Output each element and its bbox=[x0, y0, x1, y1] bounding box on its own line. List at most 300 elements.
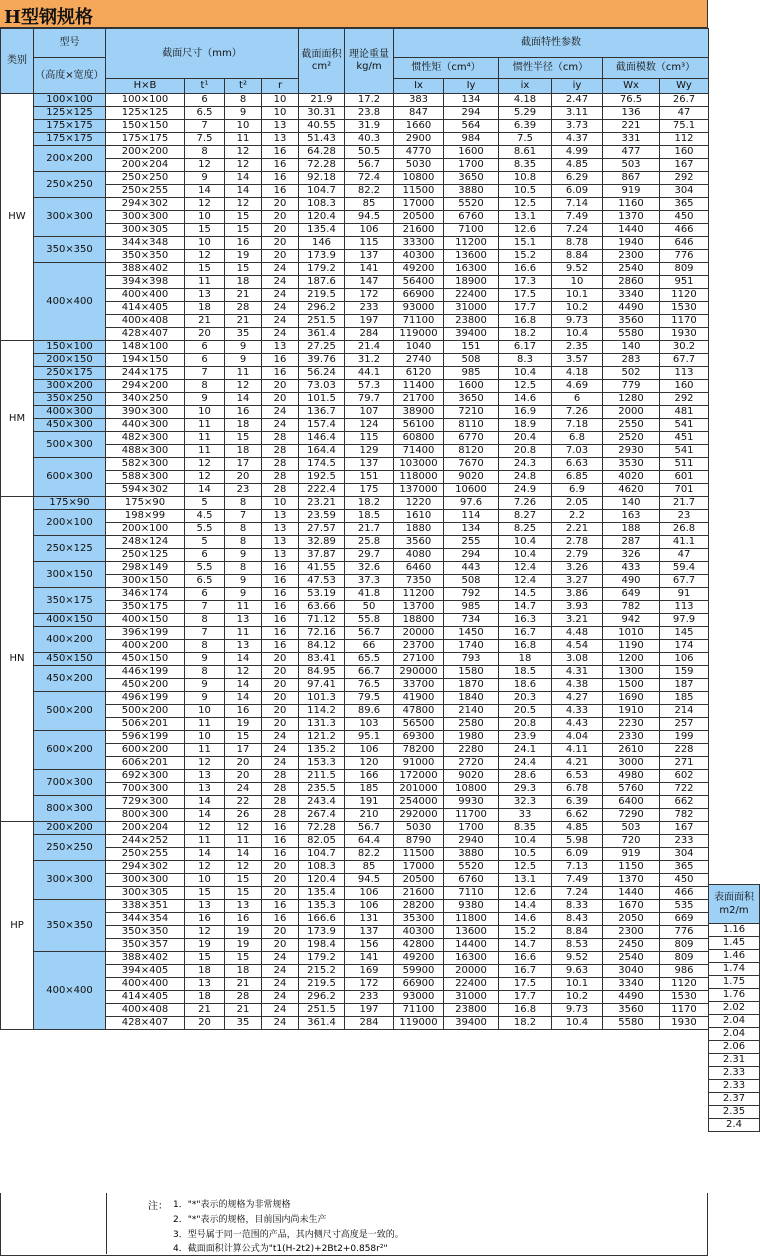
cell-iy: 5.98 bbox=[552, 835, 603, 848]
table-row bbox=[1, 614, 709, 627]
cell-ix: 29.3 bbox=[499, 783, 552, 796]
cell-weight: 210 bbox=[345, 809, 394, 822]
table-row bbox=[1, 562, 709, 575]
model-cell: 175×90 bbox=[34, 497, 106, 510]
cell-wy: 669 bbox=[660, 913, 709, 926]
cell-ix: 20.3 bbox=[499, 692, 552, 705]
header-wx: Wx bbox=[603, 79, 660, 94]
cell-area: 27.57 bbox=[299, 523, 345, 536]
table-row bbox=[1, 783, 709, 796]
cell-t1: 11 bbox=[185, 419, 225, 432]
cell-wy: 646 bbox=[660, 237, 709, 250]
table-row bbox=[1, 796, 709, 809]
cell-t1: 13 bbox=[185, 783, 225, 796]
cell-area: 72.28 bbox=[299, 159, 345, 172]
cell-hxb: 582×300 bbox=[106, 458, 185, 471]
cell-hxb: 428×407 bbox=[106, 328, 185, 341]
cell-t2: 14 bbox=[225, 393, 262, 406]
cell-area: 104.7 bbox=[299, 185, 345, 198]
cell-wx: 5760 bbox=[603, 783, 660, 796]
cell-t1: 6 bbox=[185, 588, 225, 601]
cell-r: 28 bbox=[262, 809, 299, 822]
cell-t1: 12 bbox=[185, 822, 225, 835]
cell-ix: 18.2 bbox=[499, 328, 552, 341]
cell-ix-big: 56500 bbox=[394, 718, 444, 731]
cell-area: 192.5 bbox=[299, 471, 345, 484]
cell-wy: 271 bbox=[660, 757, 709, 770]
cell-ix-big: 66900 bbox=[394, 289, 444, 302]
cell-ix-big: 21700 bbox=[394, 393, 444, 406]
model-cell: 200×200 bbox=[34, 822, 106, 835]
cell-hxb: 150×150 bbox=[106, 120, 185, 133]
cell-ix: 8.27 bbox=[499, 510, 552, 523]
cell-r: 24 bbox=[262, 276, 299, 289]
cell-t2: 18 bbox=[225, 965, 262, 978]
header-iy-big: Iy bbox=[444, 79, 499, 94]
note-item: 3．型号属于同一范围的产品，其内侧尺寸高度是一致的。 bbox=[173, 1230, 404, 1240]
cell-weight: 156 bbox=[345, 939, 394, 952]
cell-iy-big: 20000 bbox=[444, 965, 499, 978]
cell-hxb: 496×199 bbox=[106, 692, 185, 705]
cell-ix: 20.8 bbox=[499, 718, 552, 731]
cell-iy-big: 734 bbox=[444, 614, 499, 627]
cell-ix-big: 1610 bbox=[394, 510, 444, 523]
cell-ix-big: 17000 bbox=[394, 198, 444, 211]
cell-wx: 1300 bbox=[603, 666, 660, 679]
cell-hxb: 394×405 bbox=[106, 965, 185, 978]
cell-iy-big: 18900 bbox=[444, 276, 499, 289]
cell-hxb: 200×100 bbox=[106, 523, 185, 536]
cell-t2: 12 bbox=[225, 380, 262, 393]
cell-wx: 2230 bbox=[603, 718, 660, 731]
cell-wy: 47 bbox=[660, 549, 709, 562]
cell-iy: 7.49 bbox=[552, 874, 603, 887]
cell-iy-big: 7110 bbox=[444, 887, 499, 900]
cell-wx: 649 bbox=[603, 588, 660, 601]
cell-hxb: 300×305 bbox=[106, 887, 185, 900]
cell-iy: 8.84 bbox=[552, 926, 603, 939]
cell-r: 13 bbox=[262, 133, 299, 146]
cell-r: 16 bbox=[262, 367, 299, 380]
surface-area-cell: 2.06 bbox=[709, 1041, 760, 1054]
cell-wx: 919 bbox=[603, 185, 660, 198]
cell-iy-big: 1740 bbox=[444, 640, 499, 653]
cell-area: 121.2 bbox=[299, 731, 345, 744]
cell-ix-big: 5030 bbox=[394, 159, 444, 172]
cell-wy: 174 bbox=[660, 640, 709, 653]
cell-wy: 91 bbox=[660, 588, 709, 601]
cell-wy: 986 bbox=[660, 965, 709, 978]
cell-wy: 1930 bbox=[660, 1017, 709, 1030]
cell-t2: 7 bbox=[225, 510, 262, 523]
cell-wx: 1690 bbox=[603, 692, 660, 705]
cell-r: 16 bbox=[262, 900, 299, 913]
note-item: 4．截面面积计算公式为"t1(H-2t2)+2Bt2+0.858r²" bbox=[173, 1244, 388, 1254]
header-modulus: 截面模数（cm³） bbox=[603, 58, 709, 79]
table-row bbox=[1, 1004, 709, 1017]
cell-t1: 12 bbox=[185, 926, 225, 939]
cell-wy: 1170 bbox=[660, 1004, 709, 1017]
cell-weight: 72.4 bbox=[345, 172, 394, 185]
cell-iy: 2.79 bbox=[552, 549, 603, 562]
table-row bbox=[1, 835, 709, 848]
cell-ix-big: 33700 bbox=[394, 679, 444, 692]
cell-weight: 66.7 bbox=[345, 666, 394, 679]
cell-t1: 12 bbox=[185, 861, 225, 874]
cell-hxb: 294×302 bbox=[106, 198, 185, 211]
cell-ix: 24.8 bbox=[499, 471, 552, 484]
cell-t1: 14 bbox=[185, 796, 225, 809]
cell-t1: 18 bbox=[185, 302, 225, 315]
cell-weight: 56.7 bbox=[345, 159, 394, 172]
cell-wy: 67.7 bbox=[660, 575, 709, 588]
cell-ix: 24.3 bbox=[499, 458, 552, 471]
cell-hxb: 125×125 bbox=[106, 107, 185, 120]
table-row bbox=[1, 497, 709, 510]
cell-weight: 41.8 bbox=[345, 588, 394, 601]
cell-iy-big: 14400 bbox=[444, 939, 499, 952]
cell-wx: 5580 bbox=[603, 328, 660, 341]
cell-iy: 10.2 bbox=[552, 991, 603, 1004]
cell-hxb: 606×201 bbox=[106, 757, 185, 770]
cell-ix: 13.1 bbox=[499, 874, 552, 887]
cell-wx: 3340 bbox=[603, 289, 660, 302]
cell-wy: 1930 bbox=[660, 328, 709, 341]
surface-area-cell: 1.75 bbox=[709, 976, 760, 989]
cell-t1: 6.5 bbox=[185, 107, 225, 120]
cell-r: 28 bbox=[262, 432, 299, 445]
cell-weight: 175 bbox=[345, 484, 394, 497]
cell-iy-big: 22400 bbox=[444, 978, 499, 991]
cell-ix: 10.4 bbox=[499, 367, 552, 380]
cell-hxb: 388×402 bbox=[106, 263, 185, 276]
cell-area: 120.4 bbox=[299, 211, 345, 224]
cell-iy-big: 984 bbox=[444, 133, 499, 146]
table-row bbox=[1, 913, 709, 926]
cell-wx: 1200 bbox=[603, 653, 660, 666]
cell-weight: 137 bbox=[345, 458, 394, 471]
cell-t1: 21 bbox=[185, 1004, 225, 1017]
model-cell: 500×300 bbox=[34, 432, 106, 458]
cell-ix-big: 2900 bbox=[394, 133, 444, 146]
cell-area: 222.4 bbox=[299, 484, 345, 497]
cell-weight: 40.3 bbox=[345, 133, 394, 146]
cell-wx: 140 bbox=[603, 497, 660, 510]
cell-hxb: 250×250 bbox=[106, 172, 185, 185]
cell-iy-big: 114 bbox=[444, 510, 499, 523]
cell-r: 16 bbox=[262, 185, 299, 198]
table-row bbox=[1, 406, 709, 419]
cell-weight: 147 bbox=[345, 276, 394, 289]
cell-r: 13 bbox=[262, 523, 299, 536]
cell-wy: 113 bbox=[660, 601, 709, 614]
cell-wy: 292 bbox=[660, 393, 709, 406]
cell-weight: 106 bbox=[345, 224, 394, 237]
cell-wx: 1500 bbox=[603, 679, 660, 692]
cell-t1: 6.5 bbox=[185, 575, 225, 588]
cell-area: 51.43 bbox=[299, 133, 345, 146]
header-wy: Wy bbox=[660, 79, 709, 94]
cell-t2: 12 bbox=[225, 861, 262, 874]
cell-weight: 56.7 bbox=[345, 627, 394, 640]
surface-area-cell: 1.16 bbox=[709, 924, 760, 937]
cell-t2: 19 bbox=[225, 718, 262, 731]
cell-ix: 17.3 bbox=[499, 276, 552, 289]
cell-r: 24 bbox=[262, 419, 299, 432]
cell-wy: 106 bbox=[660, 653, 709, 666]
cell-r: 16 bbox=[262, 146, 299, 159]
cell-weight: 141 bbox=[345, 952, 394, 965]
cell-ix-big: 91000 bbox=[394, 757, 444, 770]
cell-t2: 8 bbox=[225, 523, 262, 536]
cell-ix: 16.7 bbox=[499, 965, 552, 978]
cell-ix: 14.7 bbox=[499, 939, 552, 952]
cell-ix-big: 59900 bbox=[394, 965, 444, 978]
model-cell: 600×300 bbox=[34, 458, 106, 497]
cell-t1: 6 bbox=[185, 341, 225, 354]
cell-wx: 3000 bbox=[603, 757, 660, 770]
cell-wy: 602 bbox=[660, 770, 709, 783]
cell-t1: 7.5 bbox=[185, 133, 225, 146]
cell-r: 10 bbox=[262, 497, 299, 510]
cell-iy: 8.33 bbox=[552, 900, 603, 913]
cell-t1: 12 bbox=[185, 159, 225, 172]
cell-r: 20 bbox=[262, 653, 299, 666]
cell-area: 179.2 bbox=[299, 263, 345, 276]
cell-wy: 21.7 bbox=[660, 497, 709, 510]
cell-wx: 1010 bbox=[603, 627, 660, 640]
cell-wx: 7290 bbox=[603, 809, 660, 822]
cell-ix-big: 49200 bbox=[394, 263, 444, 276]
cell-iy-big: 255 bbox=[444, 536, 499, 549]
cell-iy-big: 16300 bbox=[444, 952, 499, 965]
cell-r: 20 bbox=[262, 692, 299, 705]
table-row bbox=[1, 276, 709, 289]
cell-ix: 16.9 bbox=[499, 406, 552, 419]
cell-t1: 7 bbox=[185, 367, 225, 380]
cell-area: 23.59 bbox=[299, 510, 345, 523]
cell-area: 135.4 bbox=[299, 224, 345, 237]
cell-t1: 14 bbox=[185, 809, 225, 822]
note-item: 2．"*"表示的规格，目前国内尚未生产 bbox=[173, 1215, 327, 1225]
cell-hxb: 400×408 bbox=[106, 315, 185, 328]
cell-hxb: 506×201 bbox=[106, 718, 185, 731]
cell-iy-big: 6770 bbox=[444, 432, 499, 445]
cell-weight: 115 bbox=[345, 432, 394, 445]
cell-r: 28 bbox=[262, 796, 299, 809]
cell-ix: 16.8 bbox=[499, 315, 552, 328]
cell-weight: 197 bbox=[345, 315, 394, 328]
surface-area-cell: 2.4 bbox=[709, 1119, 760, 1132]
cell-area: 108.3 bbox=[299, 861, 345, 874]
cell-hxb: 400×150 bbox=[106, 614, 185, 627]
cell-area: 27.25 bbox=[299, 341, 345, 354]
cell-iy-big: 8110 bbox=[444, 419, 499, 432]
cell-ix-big: 1660 bbox=[394, 120, 444, 133]
cell-weight: 79.5 bbox=[345, 692, 394, 705]
category-cell: HM bbox=[1, 341, 34, 497]
cell-iy-big: 1980 bbox=[444, 731, 499, 744]
cell-wx: 2540 bbox=[603, 952, 660, 965]
cell-t1: 10 bbox=[185, 211, 225, 224]
cell-weight: 21.7 bbox=[345, 523, 394, 536]
table-row bbox=[1, 679, 709, 692]
cell-area: 211.5 bbox=[299, 770, 345, 783]
cell-r: 24 bbox=[262, 328, 299, 341]
cell-t1: 10 bbox=[185, 406, 225, 419]
surface-area-cell: 2.31 bbox=[709, 1054, 760, 1067]
cell-hxb: 400×200 bbox=[106, 640, 185, 653]
cell-ix-big: 4770 bbox=[394, 146, 444, 159]
cell-ix: 10.8 bbox=[499, 172, 552, 185]
cell-t2: 11 bbox=[225, 601, 262, 614]
cell-r: 20 bbox=[262, 393, 299, 406]
cell-wy: 662 bbox=[660, 796, 709, 809]
cell-ix-big: 17000 bbox=[394, 861, 444, 874]
cell-weight: 151 bbox=[345, 471, 394, 484]
cell-t1: 7 bbox=[185, 120, 225, 133]
cell-hxb: 450×200 bbox=[106, 679, 185, 692]
cell-weight: 106 bbox=[345, 887, 394, 900]
cell-wx: 1150 bbox=[603, 861, 660, 874]
cell-area: 84.95 bbox=[299, 666, 345, 679]
surface-area-cell: 1.76 bbox=[709, 989, 760, 1002]
table-row bbox=[1, 523, 709, 536]
table-row bbox=[1, 705, 709, 718]
cell-ix: 16.7 bbox=[499, 627, 552, 640]
cell-r: 16 bbox=[262, 172, 299, 185]
table-row bbox=[1, 718, 709, 731]
cell-iy-big: 1580 bbox=[444, 666, 499, 679]
cell-ix: 14.6 bbox=[499, 393, 552, 406]
table-row bbox=[1, 861, 709, 874]
cell-wx: 1940 bbox=[603, 237, 660, 250]
cell-wy: 776 bbox=[660, 250, 709, 263]
cell-ix: 12.6 bbox=[499, 887, 552, 900]
cell-iy: 6.29 bbox=[552, 172, 603, 185]
header-inertia: 惯性矩（cm⁴） bbox=[394, 58, 499, 79]
cell-t2: 13 bbox=[225, 900, 262, 913]
cell-wx: 4020 bbox=[603, 471, 660, 484]
model-cell: 300×300 bbox=[34, 861, 106, 900]
cell-t1: 19 bbox=[185, 939, 225, 952]
cell-area: 40.55 bbox=[299, 120, 345, 133]
cell-t2: 12 bbox=[225, 159, 262, 172]
cell-t1: 15 bbox=[185, 952, 225, 965]
cell-weight: 106 bbox=[345, 900, 394, 913]
cell-iy-big: 9380 bbox=[444, 900, 499, 913]
surface-area-cell: 2.04 bbox=[709, 1015, 760, 1028]
cell-ix: 17.5 bbox=[499, 978, 552, 991]
cell-iy-big: 134 bbox=[444, 94, 499, 107]
cell-t1: 11 bbox=[185, 744, 225, 757]
cell-weight: 172 bbox=[345, 978, 394, 991]
header-model: 型号 bbox=[34, 29, 106, 58]
cell-t1: 9 bbox=[185, 172, 225, 185]
cell-wx: 331 bbox=[603, 133, 660, 146]
cell-t1: 14 bbox=[185, 848, 225, 861]
cell-weight: 115 bbox=[345, 237, 394, 250]
cell-wy: 365 bbox=[660, 861, 709, 874]
cell-ix-big: 11500 bbox=[394, 848, 444, 861]
cell-iy-big: 793 bbox=[444, 653, 499, 666]
table-row bbox=[1, 302, 709, 315]
cell-iy-big: 294 bbox=[444, 549, 499, 562]
cell-area: 104.7 bbox=[299, 848, 345, 861]
cell-weight: 185 bbox=[345, 783, 394, 796]
cell-wx: 2540 bbox=[603, 263, 660, 276]
model-cell: 350×350 bbox=[34, 900, 106, 952]
cell-ix: 16.3 bbox=[499, 614, 552, 627]
cell-iy-big: 23800 bbox=[444, 315, 499, 328]
cell-r: 20 bbox=[262, 861, 299, 874]
model-cell: 200×100 bbox=[34, 510, 106, 536]
cell-iy: 2.05 bbox=[552, 497, 603, 510]
cell-ix: 20.8 bbox=[499, 445, 552, 458]
cell-iy-big: 2140 bbox=[444, 705, 499, 718]
cell-wy: 26.7 bbox=[660, 94, 709, 107]
cell-t2: 26 bbox=[225, 809, 262, 822]
cell-wx: 502 bbox=[603, 367, 660, 380]
cell-weight: 85 bbox=[345, 198, 394, 211]
cell-ix-big: 21600 bbox=[394, 887, 444, 900]
cell-t1: 21 bbox=[185, 315, 225, 328]
cell-r: 16 bbox=[262, 640, 299, 653]
cell-wy: 776 bbox=[660, 926, 709, 939]
cell-wx: 942 bbox=[603, 614, 660, 627]
cell-wy: 113 bbox=[660, 367, 709, 380]
cell-t2: 12 bbox=[225, 198, 262, 211]
cell-t2: 16 bbox=[225, 237, 262, 250]
cell-hxb: 300×300 bbox=[106, 874, 185, 887]
table-row bbox=[1, 198, 709, 211]
header-radius: 惯性半径（cm） bbox=[499, 58, 603, 79]
cell-wy: 1120 bbox=[660, 978, 709, 991]
cell-ix-big: 119000 bbox=[394, 328, 444, 341]
cell-hxb: 428×407 bbox=[106, 1017, 185, 1030]
cell-weight: 18.2 bbox=[345, 497, 394, 510]
surface-area-cell: 2.02 bbox=[709, 1002, 760, 1015]
cell-t1: 11 bbox=[185, 276, 225, 289]
cell-hxb: 390×300 bbox=[106, 406, 185, 419]
cell-wx: 3560 bbox=[603, 315, 660, 328]
cell-iy-big: 11800 bbox=[444, 913, 499, 926]
cell-r: 16 bbox=[262, 562, 299, 575]
cell-t1: 15 bbox=[185, 263, 225, 276]
cell-t2: 35 bbox=[225, 1017, 262, 1030]
cell-t2: 14 bbox=[225, 653, 262, 666]
cell-wx: 919 bbox=[603, 848, 660, 861]
cell-ix: 17.7 bbox=[499, 302, 552, 315]
cell-hxb: 300×150 bbox=[106, 575, 185, 588]
cell-area: 146 bbox=[299, 237, 345, 250]
cell-t2: 16 bbox=[225, 705, 262, 718]
header-t2: t² bbox=[225, 79, 262, 94]
cell-iy-big: 151 bbox=[444, 341, 499, 354]
cell-iy: 8.53 bbox=[552, 939, 603, 952]
cell-ix: 18.9 bbox=[499, 419, 552, 432]
cell-t2: 14 bbox=[225, 172, 262, 185]
cell-hxb: 148×100 bbox=[106, 341, 185, 354]
model-cell: 400×300 bbox=[34, 406, 106, 419]
cell-iy: 10.1 bbox=[552, 978, 603, 991]
cell-ix-big: 41900 bbox=[394, 692, 444, 705]
cell-iy-big: 3650 bbox=[444, 393, 499, 406]
cell-iy: 7.18 bbox=[552, 419, 603, 432]
cell-ix: 15.2 bbox=[499, 250, 552, 263]
cell-ix-big: 93000 bbox=[394, 991, 444, 1004]
cell-ix-big: 11400 bbox=[394, 380, 444, 393]
